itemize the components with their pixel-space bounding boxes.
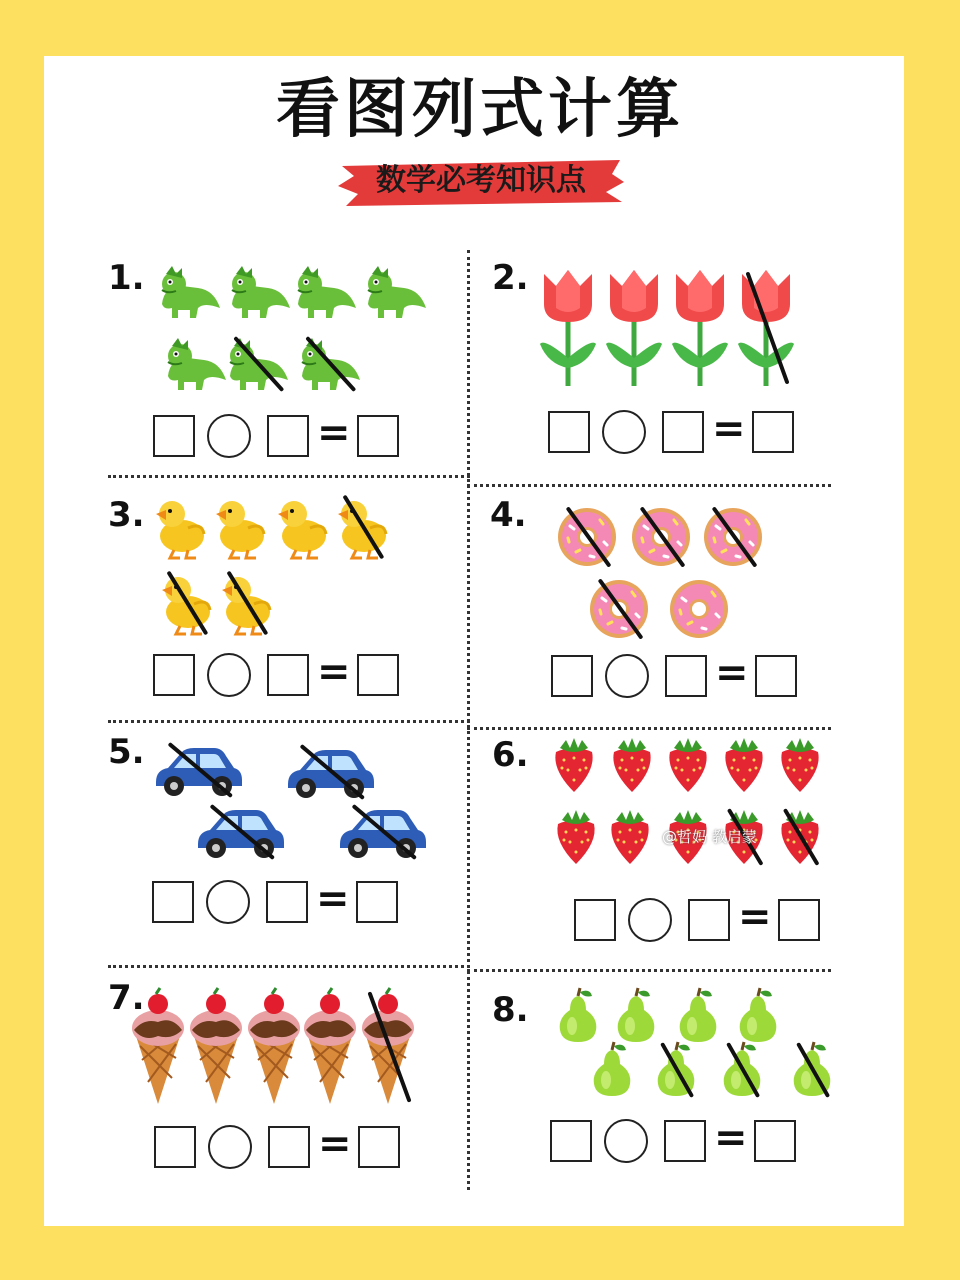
question-number: 6.	[492, 735, 529, 775]
car-icon	[284, 744, 376, 800]
result-box[interactable]	[755, 655, 797, 697]
pear-icon	[614, 988, 658, 1044]
result-box[interactable]	[357, 654, 399, 696]
answer-box[interactable]	[548, 411, 590, 453]
answer-box[interactable]	[266, 881, 308, 923]
question-number: 7.	[108, 978, 145, 1018]
answer-box[interactable]	[267, 654, 309, 696]
cross-out-mark	[218, 570, 274, 636]
cross-out-mark	[588, 578, 650, 640]
cross-out-mark	[702, 506, 764, 568]
tulip-icon	[604, 268, 664, 388]
answer-box[interactable]	[574, 899, 616, 941]
answer-box[interactable]	[662, 411, 704, 453]
cross-out-mark	[720, 1042, 764, 1098]
equals-sign: =	[714, 1115, 748, 1161]
question-number: 3.	[108, 495, 145, 535]
divider-horizontal	[108, 965, 470, 968]
cross-out-mark	[630, 506, 692, 568]
car-icon	[152, 742, 244, 798]
answer-box[interactable]	[550, 1120, 592, 1162]
cross-out-mark	[158, 570, 214, 636]
strawberry-icon	[776, 736, 824, 794]
cross-out-mark	[736, 268, 796, 388]
result-box[interactable]	[357, 415, 399, 457]
cross-out-mark	[194, 804, 286, 860]
question-number: 4.	[490, 495, 527, 535]
equals-sign: =	[738, 894, 772, 940]
operator-circle[interactable]	[602, 410, 646, 454]
cross-out-mark	[790, 1042, 834, 1098]
result-box[interactable]	[752, 411, 794, 453]
answer-box[interactable]	[267, 415, 309, 457]
ice-cream-icon	[128, 988, 188, 1106]
question-number: 2.	[492, 258, 529, 298]
ice-cream-icon	[358, 988, 418, 1106]
cross-out-mark	[654, 1042, 698, 1098]
strawberry-icon	[550, 736, 598, 794]
dinosaur-icon	[160, 336, 230, 392]
tulip-icon	[670, 268, 730, 388]
divider-horizontal	[467, 484, 831, 487]
operator-circle[interactable]	[208, 1125, 252, 1169]
result-box[interactable]	[754, 1120, 796, 1162]
answer-box[interactable]	[268, 1126, 310, 1168]
page-title: 看图列式计算	[276, 73, 684, 147]
dinosaur-icon	[290, 264, 360, 320]
equals-sign: =	[712, 406, 746, 452]
strawberry-icon	[606, 808, 654, 866]
pear-icon	[676, 988, 720, 1044]
dinosaur-icon	[222, 336, 292, 392]
duck-icon	[158, 570, 214, 636]
cross-out-mark	[776, 808, 824, 866]
equals-sign: =	[715, 650, 749, 696]
duck-icon	[212, 494, 268, 560]
answer-box[interactable]	[665, 655, 707, 697]
cross-out-mark	[222, 336, 292, 392]
operator-circle[interactable]	[605, 654, 649, 698]
cross-out-mark	[334, 494, 390, 560]
ice-cream-icon	[244, 988, 304, 1106]
divider-horizontal	[108, 475, 470, 478]
pear-icon	[556, 988, 600, 1044]
question-number: 1.	[108, 258, 145, 298]
answer-box[interactable]	[688, 899, 730, 941]
question-number: 5.	[108, 732, 145, 772]
result-box[interactable]	[358, 1126, 400, 1168]
cross-out-mark	[556, 506, 618, 568]
equals-sign: =	[317, 410, 351, 456]
strawberry-icon	[552, 808, 600, 866]
strawberry-icon	[720, 736, 768, 794]
pear-icon	[720, 1042, 764, 1098]
duck-icon	[218, 570, 274, 636]
operator-circle[interactable]	[628, 898, 672, 942]
dinosaur-icon	[154, 264, 224, 320]
ice-cream-icon	[186, 988, 246, 1106]
pear-icon	[736, 988, 780, 1044]
cross-out-mark	[358, 988, 418, 1106]
pear-icon	[654, 1042, 698, 1098]
cross-out-mark	[336, 804, 428, 860]
result-box[interactable]	[356, 881, 398, 923]
tulip-icon	[538, 268, 598, 388]
duck-icon	[274, 494, 330, 560]
page-subtitle: 数学必考知识点	[376, 163, 586, 198]
answer-box[interactable]	[152, 881, 194, 923]
answer-box[interactable]	[551, 655, 593, 697]
operator-circle[interactable]	[207, 414, 251, 458]
pear-icon	[790, 1042, 834, 1098]
answer-box[interactable]	[664, 1120, 706, 1162]
equals-sign: =	[318, 1121, 352, 1167]
operator-circle[interactable]	[207, 653, 251, 697]
result-box[interactable]	[778, 899, 820, 941]
operator-circle[interactable]	[206, 880, 250, 924]
answer-box[interactable]	[153, 654, 195, 696]
cross-out-mark	[294, 336, 364, 392]
strawberry-icon	[776, 808, 824, 866]
donut-icon	[702, 506, 764, 568]
strawberry-icon	[608, 736, 656, 794]
divider-horizontal	[467, 727, 831, 730]
equals-sign: =	[317, 649, 351, 695]
donut-icon	[668, 578, 730, 640]
watermark: @哲妈 教启蒙	[662, 828, 757, 846]
cross-out-mark	[284, 744, 376, 800]
car-icon	[336, 804, 428, 860]
tulip-icon	[736, 268, 796, 388]
answer-box[interactable]	[154, 1126, 196, 1168]
ice-cream-icon	[300, 988, 360, 1106]
dinosaur-icon	[360, 264, 430, 320]
donut-icon	[556, 506, 618, 568]
operator-circle[interactable]	[604, 1119, 648, 1163]
donut-icon	[630, 506, 692, 568]
cross-out-mark	[152, 742, 244, 798]
divider-horizontal	[467, 969, 831, 972]
divider-horizontal	[108, 720, 470, 723]
question-number: 8.	[492, 990, 529, 1030]
answer-box[interactable]	[153, 415, 195, 457]
dinosaur-icon	[294, 336, 364, 392]
donut-icon	[588, 578, 650, 640]
pear-icon	[590, 1042, 634, 1098]
dinosaur-icon	[224, 264, 294, 320]
strawberry-icon	[664, 736, 712, 794]
equals-sign: =	[316, 876, 350, 922]
duck-icon	[152, 494, 208, 560]
duck-icon	[334, 494, 390, 560]
car-icon	[194, 804, 286, 860]
